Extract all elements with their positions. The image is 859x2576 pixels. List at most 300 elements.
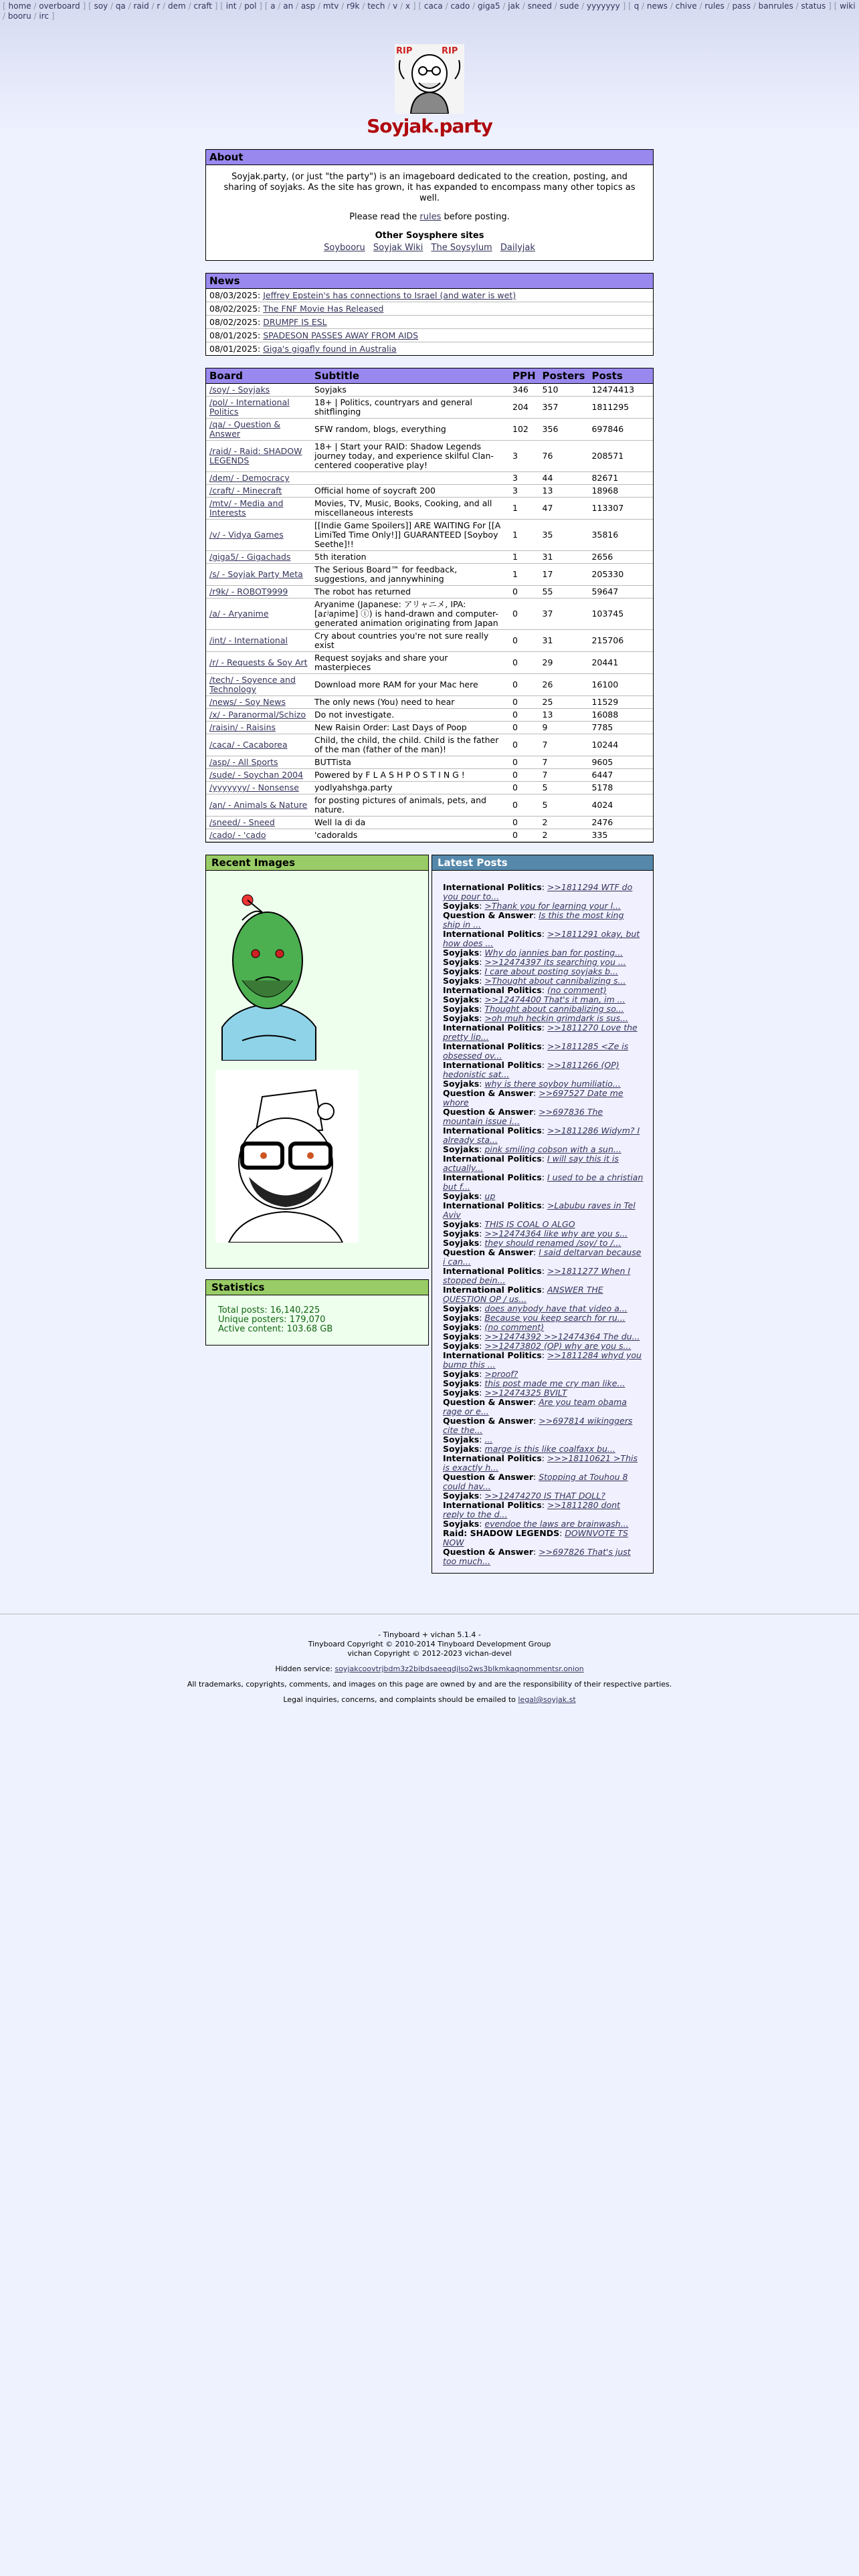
board-pph-cell: 0 xyxy=(509,829,539,842)
board-posts-cell: 6447 xyxy=(588,769,653,782)
latest-post-link[interactable]: marge is this like coalfaxx bu... xyxy=(484,1444,615,1454)
separator: / xyxy=(667,1,676,11)
latest-post-board: Soyjaks xyxy=(443,901,480,911)
board-link-booru[interactable]: booru xyxy=(7,11,31,21)
latest-post-link[interactable]: >Labubu raves in Tel Aviv xyxy=(443,1200,636,1220)
latest-post-item: Question & Answer: Are you team obama rage or e... xyxy=(443,1397,627,1416)
board-posts-cell: 16100 xyxy=(588,674,653,696)
rules-line xyxy=(215,212,644,223)
latest-post-link[interactable]: I said deltarvan because i can... xyxy=(443,1247,642,1267)
board-posts-cell: 697846 xyxy=(588,419,653,441)
latest-post-link[interactable]: why is there soyboy humiliatio... xyxy=(484,1079,621,1089)
latest-post-board: International Politics xyxy=(443,1200,542,1210)
board-posts-cell: 103745 xyxy=(588,599,653,630)
latest-post-link[interactable]: (no comment) xyxy=(484,1322,545,1332)
boards-table xyxy=(206,368,653,842)
latest-post-link[interactable]: ... xyxy=(484,1434,493,1444)
board-row xyxy=(206,551,653,564)
board-pph-cell: 346 xyxy=(509,384,539,397)
latest-post-link[interactable]: >>697527 Date me whore xyxy=(443,1088,624,1107)
board-link[interactable]: /mtv/ - Media and Interests xyxy=(209,498,284,518)
other-sites-title: Other Soysphere sites xyxy=(375,231,484,241)
latest-post-link[interactable]: >>697836 The mountain issue i... xyxy=(443,1107,603,1126)
latest-post-link[interactable]: Are you team obama rage or e... xyxy=(443,1397,627,1416)
latest-post-item: Question & Answer: Is this the most king ship in ... xyxy=(443,910,624,930)
separator: / xyxy=(315,1,323,11)
board-link-giga5[interactable]: giga5 xyxy=(478,1,500,11)
latest-post-item: International Politics: I will say this it is actually... xyxy=(443,1154,619,1173)
board-row xyxy=(206,485,653,498)
latest-post-board: International Politics xyxy=(443,1285,542,1295)
board-posts-cell: 7785 xyxy=(588,722,653,734)
board-name-cell xyxy=(206,520,311,551)
news-link[interactable]: DRUMPF IS ESL xyxy=(263,317,327,327)
latest-post-item: Soyjaks: marge is this like coalfaxx bu... xyxy=(443,1444,615,1454)
latest-post-link[interactable]: >oh muh heckin grimdark is sus... xyxy=(484,1013,629,1023)
latest-post-link[interactable]: they should renamed /soy/ to /... xyxy=(484,1238,622,1248)
board-link-jak[interactable]: jak xyxy=(508,1,520,11)
board-link-x[interactable]: x xyxy=(405,1,411,11)
board-row xyxy=(206,564,653,586)
board-posts-cell: 215706 xyxy=(588,630,653,652)
latest-posts-title: Latest Posts xyxy=(432,855,653,871)
board-list-bar xyxy=(0,0,859,23)
board-link-status[interactable]: status xyxy=(801,1,826,11)
latest-post-link[interactable]: THIS IS COAL O ALGO xyxy=(484,1219,575,1229)
board-link-q[interactable]: q xyxy=(634,1,640,11)
board-link-cado[interactable]: cado xyxy=(450,1,470,11)
separator: / xyxy=(519,1,528,11)
board-posts-cell: 208571 xyxy=(588,441,653,472)
board-row xyxy=(206,769,653,782)
legal-email-link[interactable]: legal@soyjak.st xyxy=(518,1695,576,1704)
rules-link[interactable]: rules xyxy=(419,212,442,222)
latest-post-board: Soyjaks xyxy=(443,976,480,986)
board-link[interactable]: /qa/ - Question & Answer xyxy=(209,419,281,439)
board-link-asp[interactable]: asp xyxy=(300,1,316,11)
board-row xyxy=(206,384,653,397)
latest-post-board: Question & Answer xyxy=(443,1247,533,1257)
latest-post-item: Soyjaks: why is there soyboy humiliatio... xyxy=(443,1079,621,1089)
latest-post-board: International Politics xyxy=(443,882,542,892)
board-subtitle-cell: 18+ | Politics, countryars and general shitflinging xyxy=(311,397,509,419)
latest-post-board: Soyjaks xyxy=(443,1303,480,1313)
board-link-sneed[interactable]: sneed xyxy=(527,1,552,11)
board-link[interactable]: /x/ - Paranormal/Schizo xyxy=(209,710,306,720)
separator: / xyxy=(3,11,8,21)
board-link[interactable]: /news/ - Soy News xyxy=(209,697,286,707)
col-pph: PPH xyxy=(509,368,539,384)
latest-post-item: International Politics: I used to be a christian but f... xyxy=(443,1172,644,1192)
board-link-pass[interactable]: pass xyxy=(732,1,751,11)
board-link[interactable]: /yyyyyyy/ - Nonsense xyxy=(209,782,299,792)
board-subtitle-cell: The robot has returned xyxy=(311,586,509,599)
latest-post-board: Question & Answer xyxy=(443,910,533,920)
board-link-raid[interactable]: raid xyxy=(133,1,149,11)
board-link[interactable]: /cado/ - 'cado xyxy=(209,830,266,840)
latest-post-link[interactable]: >>1811266 (OP) hedonistic sat... xyxy=(443,1060,619,1079)
latest-post-board: Soyjaks xyxy=(443,1322,480,1332)
stat-active-content: Active content: 103.68 GB xyxy=(218,1324,333,1334)
latest-post-board: International Politics xyxy=(443,1172,542,1182)
board-name-cell xyxy=(206,498,311,520)
board-pph-cell: 0 xyxy=(509,709,539,722)
latest-post-board: Soyjaks xyxy=(443,1491,480,1501)
boards-box xyxy=(205,368,654,843)
board-subtitle-cell: New Raisin Order: Last Days of Poop xyxy=(311,722,509,734)
board-link-dem[interactable]: dem xyxy=(168,1,186,11)
latest-post-link[interactable]: >>1811285 <Ze is obsessed ov... xyxy=(443,1041,629,1061)
board-posters-cell: 55 xyxy=(539,586,589,599)
latest-post-item: Soyjaks: does anybody have that video a... xyxy=(443,1303,628,1313)
board-pph-cell: 3 xyxy=(509,441,539,472)
latest-post-link[interactable]: Thought about cannibalizing so... xyxy=(484,1004,624,1014)
board-pph-cell: 0 xyxy=(509,630,539,652)
board-posts-cell: 4024 xyxy=(588,794,653,817)
board-pph-cell: 1 xyxy=(509,520,539,551)
latest-post-item: International Politics: (no comment) xyxy=(443,985,607,995)
latest-post-link[interactable]: (no comment) xyxy=(547,985,607,995)
latest-post-link[interactable]: pink smiling cobson with a sun... xyxy=(484,1144,622,1154)
latest-post-link[interactable]: Because you keep search for ru... xyxy=(484,1313,626,1323)
board-name-cell xyxy=(206,829,311,842)
board-name-cell xyxy=(206,472,311,485)
latest-post-link[interactable]: >>12474400 That's it man, im ... xyxy=(484,994,626,1004)
board-link-soy[interactable]: soy xyxy=(94,1,108,11)
news-link[interactable]: Jeffrey Epstein's has connections to Israel (and water is wet) xyxy=(263,290,516,300)
board-row xyxy=(206,722,653,734)
board-link-yyyyyyy[interactable]: yyyyyyy xyxy=(587,1,620,11)
bracket-close: ] xyxy=(826,1,834,11)
board-subtitle-cell: for posting pictures of animals, pets, and nature. xyxy=(311,794,509,817)
separator: / xyxy=(500,1,508,11)
board-subtitle-cell: 'cadoralds xyxy=(311,829,509,842)
latest-post-link[interactable]: >>1811284 whyd you bump this ... xyxy=(443,1350,642,1370)
latest-post-item: Question & Answer: >>697826 That's just too much... xyxy=(443,1547,631,1566)
latest-post-link[interactable]: evendoe the laws are brainwash... xyxy=(484,1519,629,1529)
latest-post-item: International Politics: >>1811294 WTF do you pour to... xyxy=(443,882,633,901)
latest-post-link[interactable]: >>>18110621 >This is exactly h... xyxy=(443,1453,638,1473)
board-subtitle-cell: Aryanime (Japanese: アリャニメ, IPA: [aɾʲaɲime] ⓘ) is hand-drawn and computer-generated animation originating from Japan xyxy=(311,599,509,630)
board-row xyxy=(206,829,653,842)
bracket-open: [ xyxy=(418,1,424,11)
board-row xyxy=(206,817,653,829)
board-subtitle-cell: Soyjaks xyxy=(311,384,509,397)
main-column xyxy=(205,149,654,843)
board-link-chive[interactable]: chive xyxy=(675,1,697,11)
latest-post-board: Soyjaks xyxy=(443,1228,480,1239)
news-link[interactable]: The FNF Movie Has Released xyxy=(263,304,384,314)
board-subtitle-cell: Official home of soycraft 200 xyxy=(311,485,509,498)
board-link[interactable]: /a/ - Aryanime xyxy=(209,609,269,619)
latest-post-board: International Politics xyxy=(443,985,542,995)
hidden-service-link[interactable]: soyjakcoovtrjbdm3z2bibdsaeeqdjlso2ws3blkmkaqnommentsr.onion xyxy=(335,1665,584,1673)
latest-post-board: Soyjaks xyxy=(443,1341,480,1351)
board-row xyxy=(206,756,653,769)
board-group xyxy=(88,1,220,11)
latest-post-link[interactable]: DOWNVOTE TS NOW xyxy=(443,1528,628,1547)
latest-post-item: International Politics: >>1811286 Widym? I already sta... xyxy=(443,1125,640,1145)
latest-post-link[interactable]: >>12474364 like why are you s... xyxy=(484,1228,628,1239)
latest-post-link[interactable]: ANSWER THE QUESTION OP / us... xyxy=(443,1285,603,1304)
board-link-sude[interactable]: sude xyxy=(559,1,579,11)
board-link-wiki[interactable]: wiki xyxy=(840,1,856,11)
board-row xyxy=(206,441,653,472)
separator: / xyxy=(359,1,368,11)
board-link-int[interactable]: int xyxy=(225,1,237,11)
board-link[interactable]: /soy/ - Soyjaks xyxy=(209,385,270,395)
link-soyjak-wiki[interactable]: Soyjak Wiki xyxy=(373,243,423,253)
latest-post-link[interactable]: this post made me cry man like... xyxy=(484,1378,626,1388)
latest-post-link[interactable]: >>12474270 IS THAT DOLL? xyxy=(484,1491,605,1501)
board-link[interactable]: /v/ - Vidya Games xyxy=(209,530,284,540)
board-link-r9k[interactable]: r9k xyxy=(346,1,360,11)
board-name-cell xyxy=(206,674,311,696)
footer-trademark: All trademarks, copyrights, comments, and images on this page are owned by and are the responsibility of their respective parties. xyxy=(187,1680,672,1689)
board-subtitle-cell: [[Indie Game Spoilers]] ARE WAITING For [[A LimiTed Time Only!]] GUARANTEED [Soyboy Seethe]!! xyxy=(311,520,509,551)
news-box xyxy=(205,273,654,356)
news-link[interactable]: SPADESON PASSES AWAY FROM AIDS xyxy=(263,330,419,340)
latest-post-link[interactable]: >>1811280 dont reply to the d... xyxy=(443,1500,620,1519)
board-row xyxy=(206,630,653,652)
board-link[interactable]: /sude/ - Soychan 2004 xyxy=(209,770,304,780)
latest-post-item: Soyjaks: >>12474364 like why are you s... xyxy=(443,1228,628,1239)
board-link-qa[interactable]: qa xyxy=(115,1,126,11)
bracket-close: ] xyxy=(256,1,265,11)
latest-post-link[interactable]: >>12474397 its searching you ... xyxy=(484,957,626,967)
bracket-open: [ xyxy=(834,1,840,11)
board-name-cell xyxy=(206,586,311,599)
board-name-cell xyxy=(206,734,311,756)
bracket-close: ] xyxy=(211,1,221,11)
hidden-service-label: Hidden service: xyxy=(275,1665,332,1673)
board-group xyxy=(220,1,264,11)
board-pph-cell: 3 xyxy=(509,485,539,498)
latest-post-board: Question & Answer xyxy=(443,1472,533,1482)
board-link-home[interactable]: home xyxy=(8,1,31,11)
latest-post-item: Soyjaks: >>12474392 >>12474364 The du... xyxy=(443,1331,640,1341)
board-link-banrules[interactable]: banrules xyxy=(758,1,793,11)
latest-post-item: International Politics: >>1811285 <Ze is obsessed ov... xyxy=(443,1041,629,1061)
latest-post-link[interactable]: I used to be a christian but f... xyxy=(443,1172,644,1192)
board-link[interactable]: /pol/ - International Politics xyxy=(209,397,290,417)
footer-line-3: vichan Copyright © 2012-2023 vichan-devel xyxy=(347,1649,512,1658)
board-link[interactable]: /raid/ - Raid: SHADOW LEGENDS xyxy=(209,446,302,465)
board-link-v[interactable]: v xyxy=(393,1,398,11)
board-link-craft[interactable]: craft xyxy=(193,1,212,11)
board-row xyxy=(206,397,653,419)
svg-text:RIP: RIP xyxy=(442,46,458,56)
board-name-cell xyxy=(206,564,311,586)
latest-post-item: Soyjaks: (no comment) xyxy=(443,1322,545,1332)
separator: / xyxy=(639,1,647,11)
board-link[interactable]: /r/ - Requests & Soy Art xyxy=(209,657,308,667)
latest-post-item: Soyjaks: evendoe the laws are brainwash... xyxy=(443,1519,629,1529)
board-posts-cell: 335 xyxy=(588,829,653,842)
news-date: 08/01/2025: xyxy=(209,330,261,340)
latest-post-board: International Politics xyxy=(443,1453,542,1463)
board-posts-cell: 12474413 xyxy=(588,384,653,397)
col-posters: Posters xyxy=(539,368,589,384)
board-name-cell xyxy=(206,397,311,419)
board-posts-cell: 2656 xyxy=(588,551,653,564)
bracket-close: ] xyxy=(410,1,419,11)
board-posters-cell: 357 xyxy=(539,397,589,419)
board-link[interactable]: /raisin/ - Raisins xyxy=(209,722,276,732)
latest-post-link[interactable]: I will say this it is actually... xyxy=(443,1154,619,1173)
board-link-news[interactable]: news xyxy=(646,1,668,11)
separator: / xyxy=(724,1,733,11)
board-subtitle-cell: Well la di da xyxy=(311,817,509,829)
latest-post-item: Soyjaks: Why do jannies ban for posting... xyxy=(443,948,624,958)
board-row xyxy=(206,419,653,441)
board-link[interactable]: /caca/ - Cacaborea xyxy=(209,740,288,750)
latest-post-item: Soyjaks: >>12474325 BVILT xyxy=(443,1388,567,1398)
separator: / xyxy=(696,1,705,11)
latest-post-link[interactable]: >>12474392 >>12474364 The du... xyxy=(484,1331,640,1341)
latest-post-link[interactable]: Stopping at Touhou 8 could hav... xyxy=(443,1472,628,1491)
board-link[interactable]: /giga5/ - Gigachads xyxy=(209,552,291,562)
board-pph-cell: 0 xyxy=(509,696,539,709)
latest-post-board: Soyjaks xyxy=(443,1238,480,1248)
board-row xyxy=(206,498,653,520)
latest-post-item: Soyjaks: I care about posting soyjaks b... xyxy=(443,966,619,976)
board-link-rules[interactable]: rules xyxy=(704,1,725,11)
board-link-overboard[interactable]: overboard xyxy=(39,1,80,11)
board-group xyxy=(3,1,88,11)
separator: / xyxy=(160,1,168,11)
latest-post-item: Soyjaks: >oh muh heckin grimdark is sus... xyxy=(443,1013,629,1023)
board-name-cell xyxy=(206,696,311,709)
bracket-close: ] xyxy=(80,1,88,11)
latest-post-link[interactable]: >>1811294 WTF do you pour to... xyxy=(443,882,633,901)
board-posters-cell: 35 xyxy=(539,520,589,551)
bracket-open: [ xyxy=(88,1,94,11)
col-board: Board xyxy=(206,368,311,384)
board-link-irc[interactable]: irc xyxy=(39,11,49,21)
latest-post-link[interactable]: >>697826 That's just too much... xyxy=(443,1547,631,1566)
board-link-a[interactable]: a xyxy=(270,1,276,11)
latest-post-board: Soyjaks xyxy=(443,957,480,967)
latest-post-board: Question & Answer xyxy=(443,1107,533,1117)
board-posters-cell: 31 xyxy=(539,551,589,564)
latest-post-item: International Politics: >>1811284 whyd you bump this ... xyxy=(443,1350,642,1370)
board-subtitle-cell: SFW random, blogs, everything xyxy=(311,419,509,441)
lower-section xyxy=(205,855,654,1574)
about-title: About xyxy=(206,150,653,165)
separator: / xyxy=(750,1,759,11)
latest-post-link[interactable]: >>12474325 BVILT xyxy=(484,1388,567,1398)
board-name-cell xyxy=(206,756,311,769)
separator: / xyxy=(293,1,301,11)
board-posts-cell: 35816 xyxy=(588,520,653,551)
board-link-r[interactable]: r xyxy=(157,1,161,11)
board-row xyxy=(206,472,653,485)
recent-image-1[interactable] xyxy=(215,880,312,1061)
board-link-pol[interactable]: pol xyxy=(244,1,257,11)
board-posts-cell: 5178 xyxy=(588,782,653,794)
board-link[interactable]: /sneed/ - Sneed xyxy=(209,817,275,827)
latest-post-item: Soyjaks: this post made me cry man like... xyxy=(443,1378,626,1388)
latest-post-link[interactable]: does anybody have that video a... xyxy=(484,1303,628,1313)
board-link-tech[interactable]: tech xyxy=(367,1,385,11)
latest-post-link[interactable]: >>1811286 Widym? I already sta... xyxy=(443,1125,640,1145)
latest-post-board: Soyjaks xyxy=(443,1378,480,1388)
latest-post-board: Soyjaks xyxy=(443,1444,480,1454)
latest-post-link[interactable]: Why do jannies ban for posting... xyxy=(484,948,624,958)
board-link-caca[interactable]: caca xyxy=(423,1,443,11)
news-item xyxy=(206,316,653,329)
latest-post-link[interactable]: Is this the most king ship in ... xyxy=(443,910,624,930)
news-date: 08/01/2025: xyxy=(209,344,261,354)
site-header xyxy=(0,23,859,137)
board-pph-cell: 0 xyxy=(509,769,539,782)
site-logo[interactable] xyxy=(395,44,464,114)
latest-post-board: Soyjaks xyxy=(443,1219,480,1229)
latest-post-board: Soyjaks xyxy=(443,1079,480,1089)
latest-post-link[interactable]: >>1811270 Love the pretty lip... xyxy=(443,1023,638,1042)
latest-post-board: Soyjaks xyxy=(443,1369,480,1379)
board-posters-cell: 9 xyxy=(539,722,589,734)
news-link[interactable]: Giga's gigafly found in Australia xyxy=(263,344,397,354)
latest-post-link[interactable]: >>12473802 (OP) why are you s... xyxy=(484,1341,632,1351)
boards-header-row xyxy=(206,368,653,384)
footer-legal xyxy=(0,1695,859,1705)
latest-post-link[interactable]: >>697814 wikinggers cite the... xyxy=(443,1416,633,1435)
board-posts-cell: 82671 xyxy=(588,472,653,485)
board-link-mtv[interactable]: mtv xyxy=(322,1,339,11)
latest-post-item: Soyjaks: >Thank you for learning your l... xyxy=(443,901,621,911)
latest-post-board: Question & Answer xyxy=(443,1088,533,1098)
board-posters-cell: 13 xyxy=(539,709,589,722)
board-link[interactable]: /dem/ - Democracy xyxy=(209,473,290,483)
board-link[interactable]: /int/ - International xyxy=(209,635,288,645)
recent-image-2[interactable] xyxy=(215,1070,359,1243)
latest-post-item: Soyjaks: they should renamed /soy/ to /... xyxy=(443,1238,622,1248)
latest-post-link[interactable]: up xyxy=(484,1191,496,1201)
recent-images-box xyxy=(205,855,429,1269)
board-pph-cell: 0 xyxy=(509,674,539,696)
board-name-cell xyxy=(206,599,311,630)
board-link[interactable]: /an/ - Animals & Nature xyxy=(209,800,308,810)
board-posts-cell: 59647 xyxy=(588,586,653,599)
latest-post-link[interactable]: >Thought about cannibalizing s... xyxy=(484,976,626,986)
latest-post-link[interactable]: >>1811291 okay, but how does ... xyxy=(443,929,640,948)
separator: / xyxy=(385,1,393,11)
board-link[interactable]: /asp/ - All Sports xyxy=(209,757,278,767)
board-link-an[interactable]: an xyxy=(283,1,294,11)
board-subtitle-cell: Cry about countries you're not sure really exist xyxy=(311,630,509,652)
board-link[interactable]: /tech/ - Soyence and Technology xyxy=(209,675,296,694)
footer-line-1: - Tinyboard + vichan 5.1.4 - xyxy=(378,1630,481,1639)
footer-credits xyxy=(0,1630,859,1658)
link-soybooru[interactable]: Soybooru xyxy=(324,243,365,253)
board-link[interactable]: /s/ - Soyjak Party Meta xyxy=(209,569,303,579)
latest-post-board: International Politics xyxy=(443,1350,542,1360)
latest-post-link[interactable]: >Thank you for learning your l... xyxy=(484,901,621,911)
board-link[interactable]: /r9k/ - ROBOT9999 xyxy=(209,586,288,597)
latest-post-item: Soyjaks: >>12474400 That's it man, im ... xyxy=(443,994,626,1004)
latest-post-link[interactable]: I care about posting soyjaks b... xyxy=(484,966,619,976)
board-subtitle-cell: 18+ | Start your RAID: Shadow Legends journey today, and experience skilful Clan-centered cooperative play! xyxy=(311,441,509,472)
board-pph-cell: 0 xyxy=(509,722,539,734)
latest-post-link[interactable]: >>1811277 When I stopped bein... xyxy=(443,1266,631,1285)
link-soysylum[interactable]: The Soysylum xyxy=(431,243,492,253)
latest-post-item: Question & Answer: Stopping at Touhou 8 could hav... xyxy=(443,1472,628,1491)
latest-post-link[interactable]: >proof? xyxy=(484,1369,518,1379)
link-dailyjak[interactable]: Dailyjak xyxy=(500,243,535,253)
board-link[interactable]: /craft/ - Minecraft xyxy=(209,486,282,496)
